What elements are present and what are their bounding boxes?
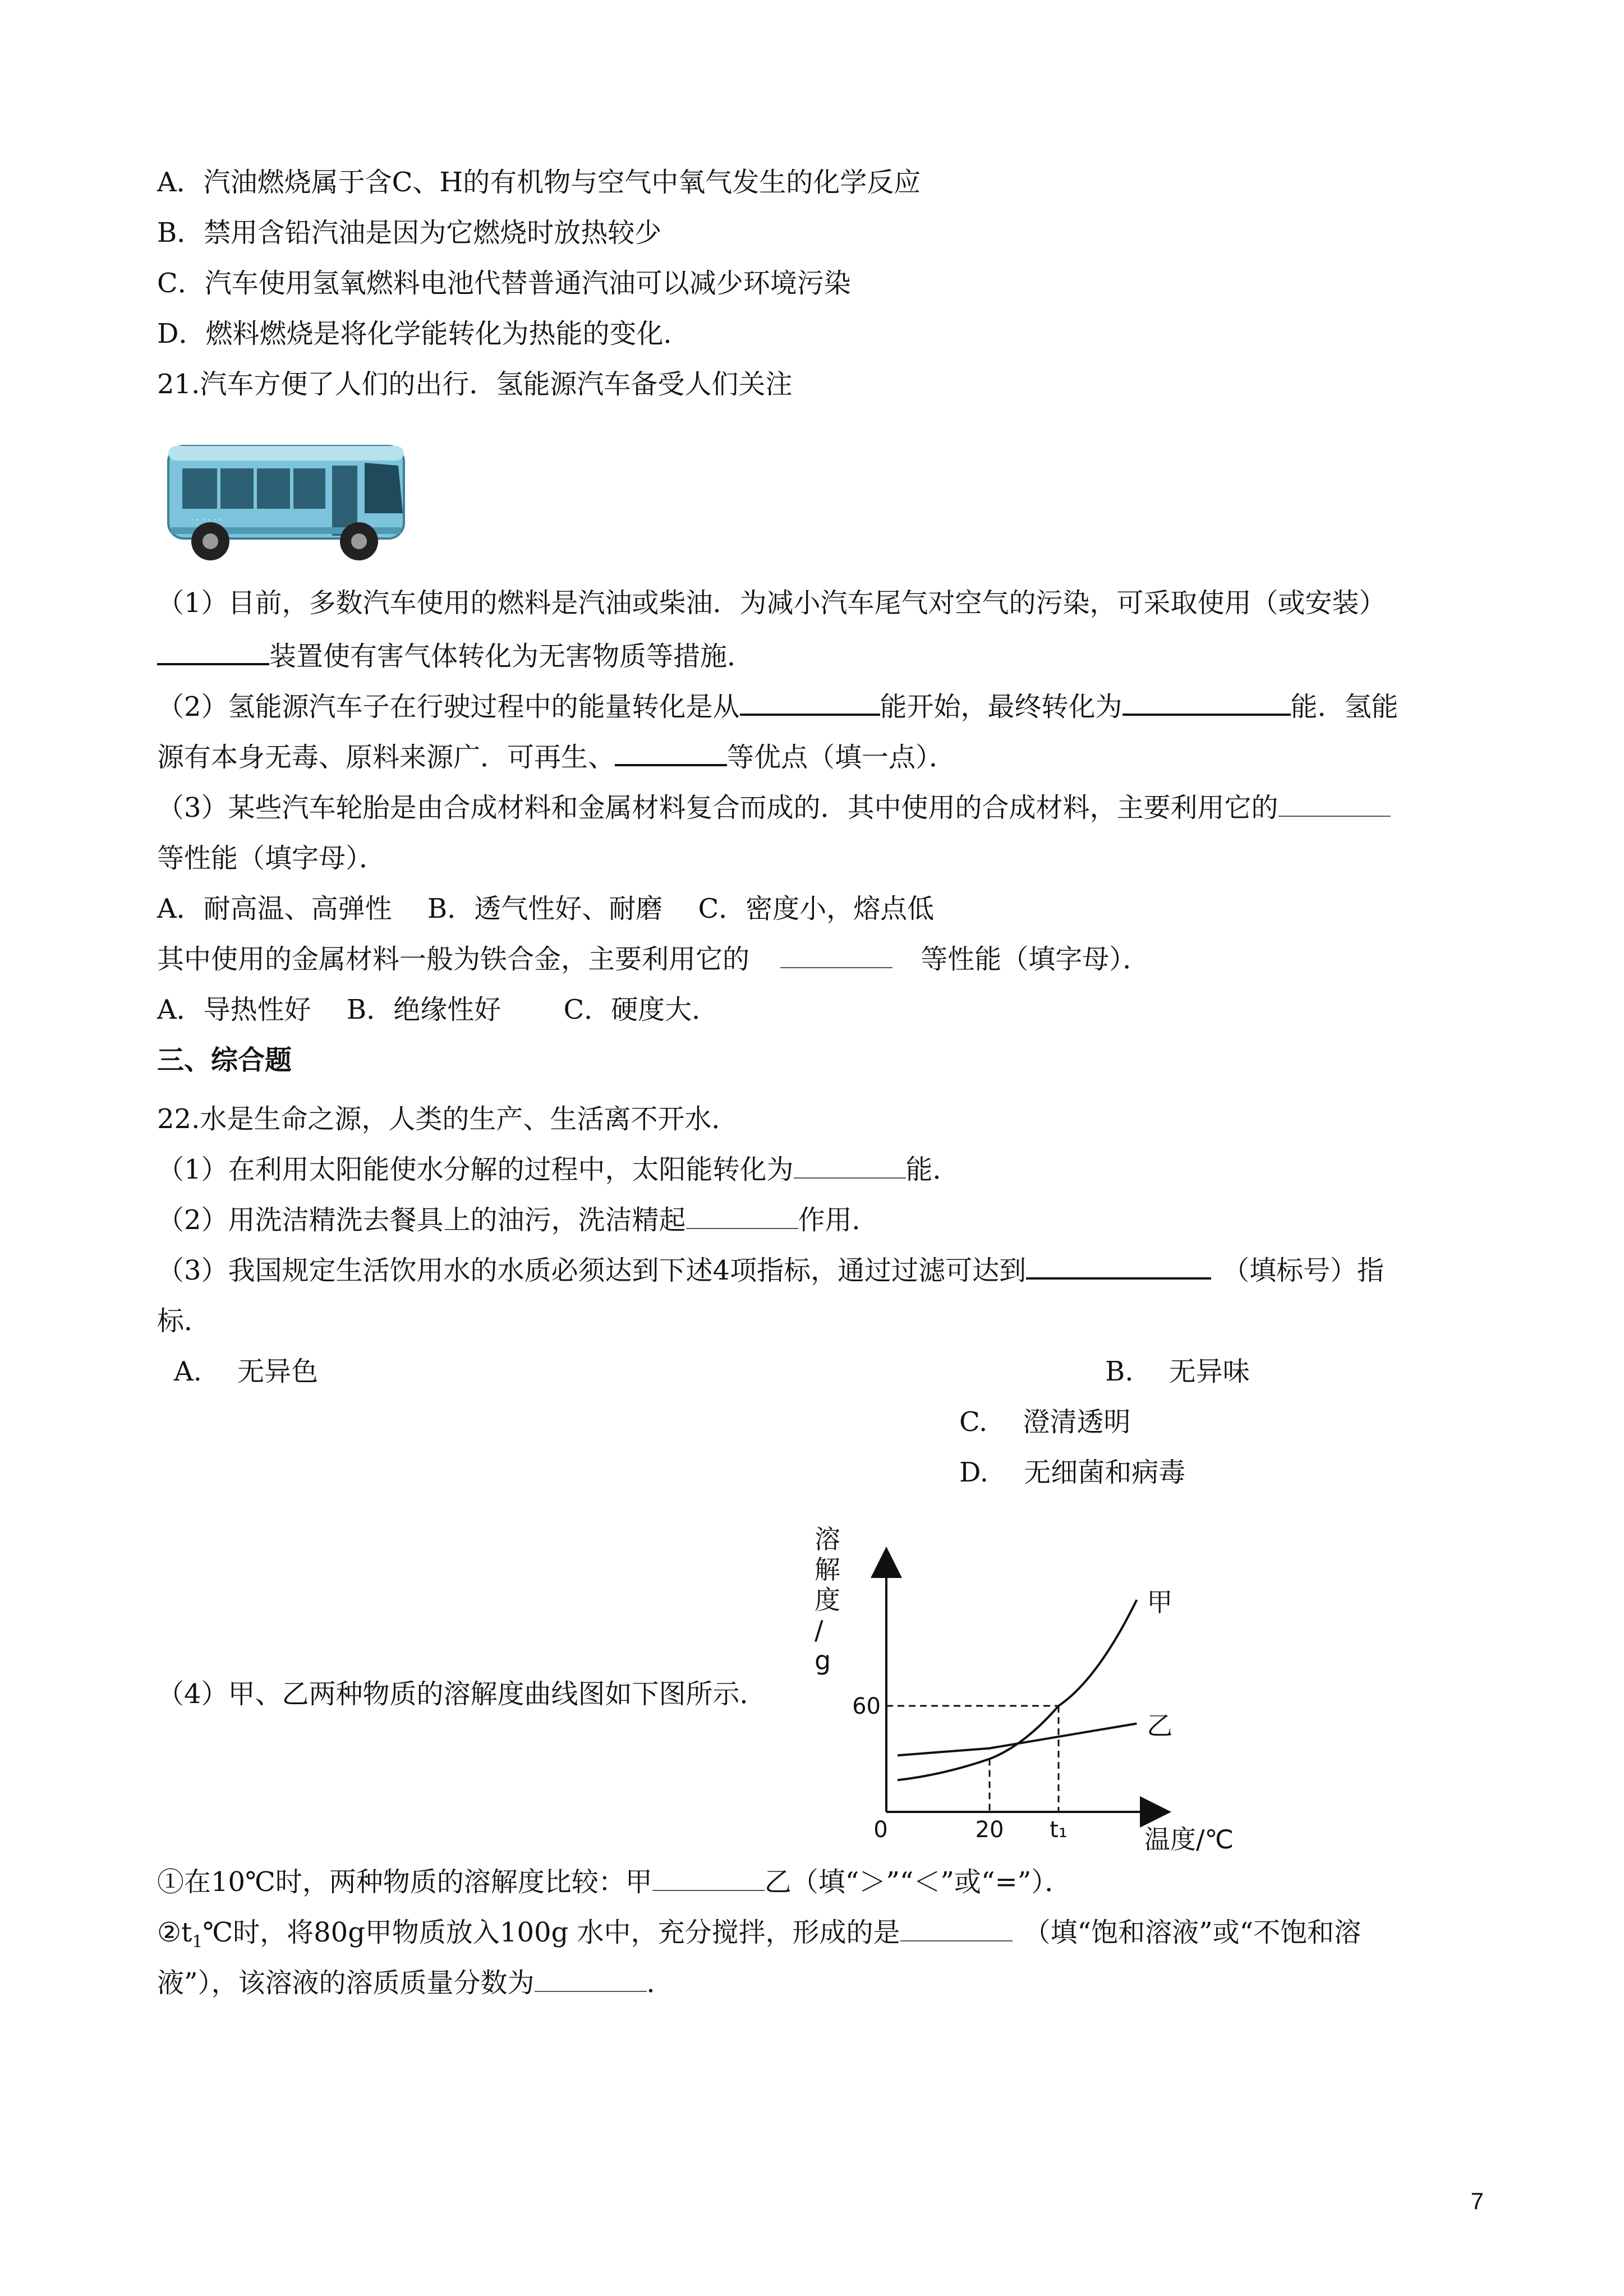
y-tick-label: 60 [852, 1694, 881, 1719]
answer-blank[interactable] [780, 945, 892, 968]
series-label: 乙 [1147, 1710, 1173, 1741]
svg-text:· · · · · ·: · · · · · · [191, 514, 222, 525]
text-span: ①在10℃时，两种物质的溶解度比较：甲 [157, 1866, 652, 1898]
q21-part3-line3 [157, 942, 1149, 976]
q21-part2-line1 [157, 690, 1398, 724]
q20-option-c: C．汽车使用氢氧燃料电池代替普通汽油可以减少环境污染 [157, 268, 851, 299]
answer-blank[interactable] [686, 1205, 798, 1229]
text-span: （2）用洗洁精洗去餐具上的油污，洗洁精起 [157, 1204, 686, 1236]
q20-option-a: A．汽油燃烧属于含C、H的有机物与空气中氧气发生的化学反应 [157, 167, 921, 198]
q22-part2 [157, 1203, 879, 1237]
answer-blank[interactable] [535, 1968, 647, 1992]
q21-stem: 21.汽车方便了人们的出行．氢能源汽车备受人们关注 [157, 369, 793, 400]
q21-part3-options: A．耐高温、高弹性 B．透气性好、耐磨 C．密度小，熔点低 [157, 893, 935, 924]
answer-blank[interactable] [1278, 793, 1391, 817]
text-span: ℃时，将80g甲物质放入100g 水中，充分搅拌，形成的是 [203, 1917, 900, 1948]
q21-part3-line1 [157, 791, 1391, 825]
text-span: 等性能（填字母）． [921, 944, 1150, 975]
x-tick-label: t₁ [1050, 1817, 1068, 1843]
text-span: 能． [905, 1154, 960, 1185]
text-span: 等优点（填一点）． [727, 742, 956, 773]
q21-part1-line2 [157, 639, 754, 673]
bus-image [157, 415, 421, 578]
text-span: ②t [157, 1917, 192, 1948]
q22-part4: （4）甲、乙两种物质的溶解度曲线图如下图所示． [157, 1678, 767, 1710]
text-span: 源有本身无毒、原料来源广．可再生、 [157, 742, 615, 773]
text-span: 装置使有害气体转化为无害物质等措施． [269, 641, 755, 672]
q22-part1 [157, 1153, 960, 1186]
text-span: 液”），该溶液的溶质质量分数为 [157, 1967, 535, 1999]
q21-part2-line2 [157, 740, 956, 774]
q21-part3-line2: 等性能（填字母）． [157, 843, 387, 874]
y-axis-label-char: / [815, 1615, 823, 1645]
text-span: （3）某些汽车轮胎是由合成材料和金属材料复合而成的．其中使用的合成材料，主要利用它的 [157, 792, 1278, 823]
series-label: 甲 [1147, 1587, 1173, 1617]
q22-part3-line1 [157, 1254, 1384, 1287]
text-span: 能．氢能 [1290, 691, 1398, 723]
series-line-2 [898, 1724, 1137, 1756]
text-span: 能开始，最终转化为 [880, 691, 1122, 723]
q22-option-a: A. 无异色 [174, 1356, 319, 1387]
y-axis-label-char: 度 [815, 1585, 840, 1615]
text-span: （1）在利用太阳能使水分解的过程中，太阳能转化为 [157, 1154, 794, 1185]
y-axis-label-char: g [815, 1645, 831, 1676]
text-span: （2）氢能源汽车子在行驶过程中的能量转化是从 [157, 691, 740, 723]
answer-blank[interactable] [652, 1867, 765, 1891]
q22-part3-line2: 标． [157, 1305, 211, 1337]
solubility-chart [808, 1524, 1234, 1857]
x-tick-label: 20 [975, 1817, 1004, 1843]
answer-blank[interactable] [740, 691, 880, 716]
text-span: 其中使用的金属材料一般为铁合金，主要利用它的 [157, 944, 750, 975]
answer-blank[interactable] [900, 1918, 1013, 1941]
section-heading: 三、综合题 [157, 1045, 292, 1076]
y-axis-label-char: 溶 [815, 1524, 840, 1554]
answer-blank[interactable] [1026, 1255, 1211, 1280]
q20-option-d: D．燃料燃烧是将化学能转化为热能的变化． [157, 318, 691, 349]
text-span: ． [646, 1967, 674, 1999]
q21-part3-options2: A．导热性好 B．绝缘性好 C．硬度大． [157, 994, 719, 1025]
answer-blank[interactable] [1122, 691, 1291, 716]
answer-blank[interactable] [794, 1155, 906, 1179]
x-tick-label: 0 [873, 1817, 888, 1843]
text-span: 作用． [798, 1204, 879, 1236]
y-axis-label-char: 解 [815, 1554, 840, 1585]
q22-sub2-line1 [157, 1916, 1361, 1959]
q21-part1-line1: （1）目前，多数汽车使用的燃料是汽油或柴油．为减小汽车尾气对空气的污染，可采取使用（或安装） [157, 587, 1386, 619]
q22-option-c: C. 澄清透明 [959, 1406, 1131, 1438]
q22-sub2-line2 [157, 1966, 674, 2000]
text-span: （填标号）指 [1222, 1255, 1384, 1286]
y-axis-label [815, 1524, 840, 1676]
q22-option-b: B. 无异味 [1105, 1356, 1250, 1387]
q22-option-d: D. 无细菌和病毒 [959, 1457, 1186, 1488]
subscript: 1 [192, 1932, 203, 1952]
text-span: 乙（填“＞”“＜”或“=”）． [764, 1866, 1072, 1898]
text-span: （3）我国规定生活饮用水的水质必须达到下述4项指标，通过过滤可达到 [157, 1255, 1027, 1286]
answer-blank[interactable] [157, 641, 269, 665]
x-axis-label: 温度/℃ [1144, 1824, 1234, 1855]
text-span: （填“饱和溶液”或“不饱和溶 [1023, 1917, 1361, 1948]
answer-blank[interactable] [615, 742, 727, 766]
q22-sub1 [157, 1865, 1071, 1899]
q20-option-b: B．禁用含铅汽油是因为它燃烧时放热较少 [157, 217, 662, 249]
page-number: 7 [1470, 2188, 1484, 2214]
q22-stem: 22.水是生命之源，人类的生产、生活离不开水． [157, 1103, 739, 1135]
